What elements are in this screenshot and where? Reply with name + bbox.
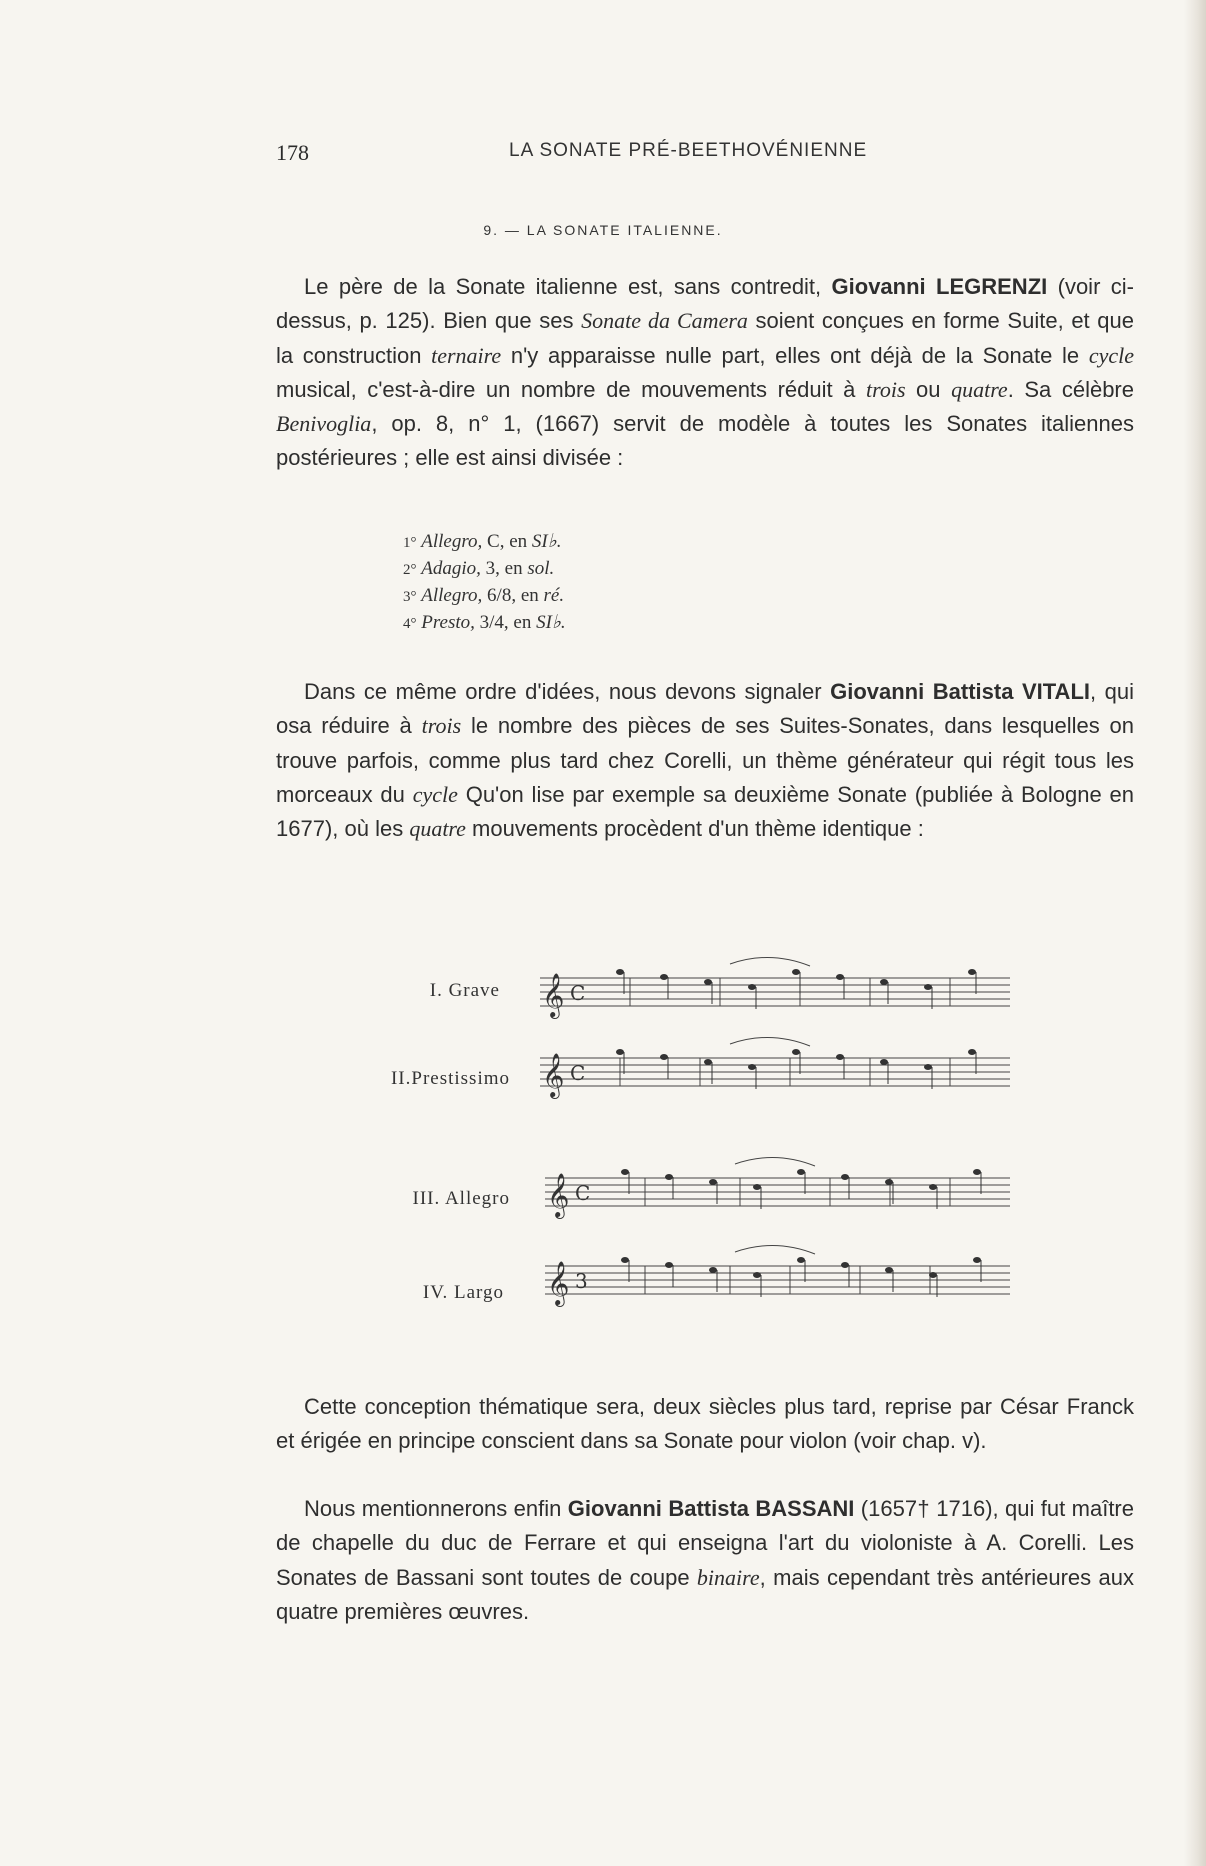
treble-clef-icon: 𝄞 [542,1053,565,1097]
note-head [704,979,712,985]
note-head [885,1267,893,1273]
time-signature: C [575,1181,591,1205]
paragraph-bassani: Nous mentionnerons enfin Giovanni Battista BASSANI (1657† 1716), qui fut maître de chapelle du duc de Ferrare et qui enseigna l'art du violoniste à A. Corelli. Les Sonates de Bassani sont toutes de coupe binaire, mais cependant très antérieures aux quatre premières œuvres. [276,1496,1134,1624]
note-head [753,1184,761,1190]
note-head [968,969,976,975]
note-head [841,1174,849,1180]
composer-name: Giovanni Battista VITALI [830,679,1090,704]
list-item: 1° Allegro, C, en SI♭. [403,531,562,552]
note-head [973,1257,981,1263]
note-head [792,1049,800,1055]
composer-name: Giovanni Battista BASSANI [567,1496,855,1521]
note-head [753,1272,761,1278]
note-head [660,1054,668,1060]
page-header [276,140,1136,170]
paragraph-vitali: Dans ce même ordre d'idées, nous devons signaler Giovanni Battista VITALI, qui osa réduire à trois le nombre des pièces de ses Suites-Sonates, dans lesquelles on trouve parfois, comme plus tard chez Corelli, un thème générateur qui régit tous les morceaux du cycle Qu'on lise par exemple sa deuxième Sonate (publiée à Bologne en 1677), où les quatre mouvements procèdent d'un thème identique : [276,679,1135,842]
music-label: III. Allegro [412,1188,510,1209]
running-title: LA SONATE PRÉ-BEETHOVÉNIENNE [509,140,868,161]
slur [735,1245,815,1254]
note-head [924,984,932,990]
note-head [621,1169,629,1175]
note-head [616,1049,624,1055]
note-head [880,979,888,985]
note-head [665,1174,673,1180]
note-head [704,1059,712,1065]
paragraph-franck: Cette conception thématique sera, deux siècles plus tard, reprise par César Franck et érigée en principe conscient dans sa Sonate pour violon (voir chap. v). [276,1394,1134,1454]
note-head [836,974,844,980]
note-head [797,1169,805,1175]
page-number: 178 [276,140,309,165]
music-staves [390,948,1030,1338]
time-signature: 3 [575,1269,588,1293]
note-head [885,1179,893,1185]
note-head [621,1257,629,1263]
list-item: 4° Presto, 3/4, en SI♭. [403,612,566,633]
time-signature: C [570,981,586,1005]
note-head [748,1064,756,1070]
music-label: I. Grave [429,980,500,1001]
composer-name: Giovanni LEGRENZI [831,274,1048,299]
music-examples [390,948,1030,1338]
music-label: IV. Largo [422,1282,504,1303]
note-head [797,1257,805,1263]
note-head [665,1262,673,1268]
treble-clef-icon: 𝄞 [542,973,565,1017]
list-item: 3° Allegro, 6/8, en ré. [403,585,565,606]
list-item: 2° Adagio, 3, en sol. [403,558,555,579]
note-head [924,1064,932,1070]
note-head [929,1184,937,1190]
note-head [968,1049,976,1055]
music-label: II.Prestissimo [390,1068,510,1089]
page-edge-shadow [1184,0,1206,1866]
note-head [973,1169,981,1175]
note-head [709,1267,717,1273]
time-signature: C [570,1061,586,1085]
treble-clef-icon: 𝄞 [547,1261,570,1305]
note-head [709,1179,717,1185]
slur [730,957,810,966]
note-head [748,984,756,990]
paragraph-legrenzi: Le père de la Sonate italienne est, sans contredit, Giovanni LEGRENZI (voir ci-dessus, p. 125). Bien que ses Sonate da Camera soient conçues en forme Suite, et que la construction ternaire n'y apparaisse nulle part, elles ont déjà de la Sonate le cycle musical, c'est-à-dire un nombre de mouvements réduit à trois ou quatre. Sa célèbre Benivoglia, op. 8, n° 1, (1667) servit de modèle à toutes les Sonates italiennes postérieures ; elle est ainsi divisée : [276,274,1135,471]
note-head [841,1262,849,1268]
section-title: 9. — LA SONATE ITALIENNE. [483,222,723,238]
note-head [929,1272,937,1278]
slur [735,1157,815,1166]
note-head [880,1059,888,1065]
note-head [660,974,668,980]
treble-clef-icon: 𝄞 [547,1173,570,1217]
note-head [792,969,800,975]
note-head [836,1054,844,1060]
note-head [616,969,624,975]
movement-list [403,529,723,637]
slur [730,1037,810,1046]
